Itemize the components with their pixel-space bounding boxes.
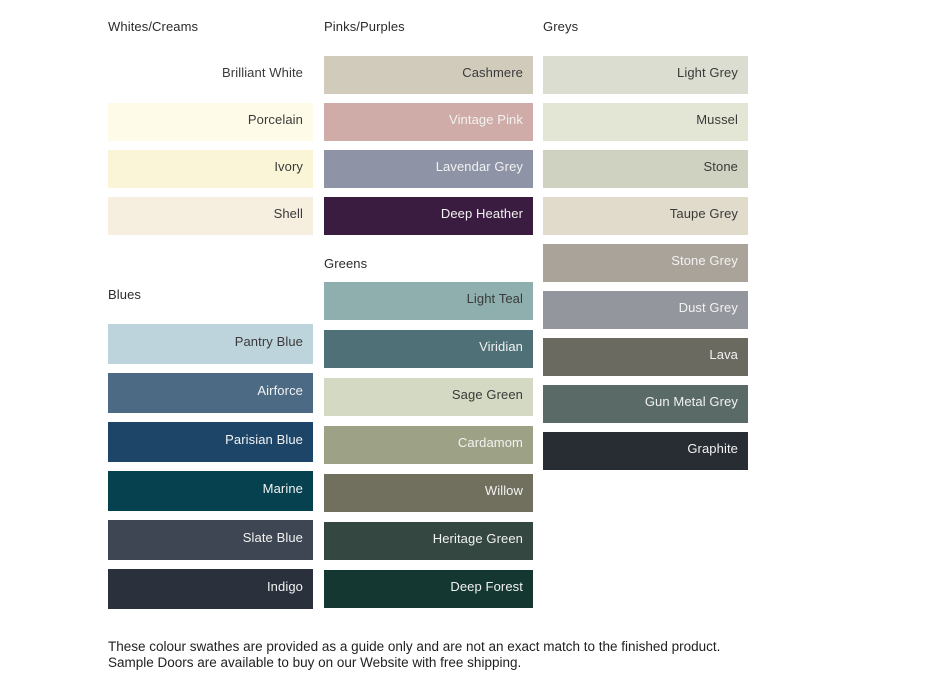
swatch-row — [324, 570, 533, 608]
swatch-label: Porcelain — [247, 111, 303, 127]
swatch-row — [108, 150, 313, 188]
swatch-label: Dust Grey — [678, 299, 738, 315]
swatch-label: Willow — [484, 482, 523, 498]
swatch-label: Slate Blue — [242, 529, 303, 545]
swatch-label: Stone Grey — [671, 252, 738, 268]
swatch-row — [324, 103, 533, 141]
section-header: Greys — [543, 19, 579, 34]
swatch-row — [543, 244, 748, 282]
swatch-label: Deep Forest — [450, 578, 523, 594]
swatch-label: Parisian Blue — [225, 431, 303, 447]
swatch-row — [324, 197, 533, 235]
swatch-label: Pantry Blue — [234, 333, 303, 349]
swatch-row — [324, 330, 533, 368]
swatch-label: Taupe Grey — [669, 205, 738, 221]
swatch-row — [108, 520, 313, 560]
swatch-row — [324, 282, 533, 320]
swatch-row — [543, 103, 748, 141]
swatch-label: Cardamom — [457, 434, 523, 450]
swatch-row — [543, 291, 748, 329]
swatch-label: Deep Heather — [440, 205, 523, 221]
swatch-label: Light Grey — [677, 64, 738, 80]
swatch-label: Indigo — [266, 578, 303, 594]
swatch-label: Cashmere — [462, 64, 523, 80]
section-header: Whites/Creams — [108, 19, 199, 34]
swatch-row — [324, 474, 533, 512]
swatch-label: Marine — [262, 480, 303, 496]
swatch-row — [324, 150, 533, 188]
section-header: Greens — [324, 256, 368, 271]
swatch-row — [543, 385, 748, 423]
swatch-row — [108, 103, 313, 141]
swatch-label: Lava — [709, 346, 738, 362]
swatch-row — [543, 150, 748, 188]
swatch-label: Heritage Green — [432, 530, 523, 546]
swatch-row — [324, 426, 533, 464]
swatch-row — [108, 471, 313, 511]
swatch-row — [324, 56, 533, 94]
disclaimer-text: These colour swathes are provided as a guide only and are not an exact match to the finished product. Sample Doors are available to buy on our Website with free shipping. — [108, 639, 728, 670]
swatch-row — [543, 432, 748, 470]
palette-column — [324, 19, 533, 618]
swatch-label: Mussel — [696, 111, 738, 127]
swatch-label: Viridian — [479, 338, 523, 354]
swatch-label: Airforce — [257, 382, 303, 398]
swatch-row — [543, 56, 748, 94]
palette-section — [324, 256, 533, 608]
swatch-row — [108, 422, 313, 462]
palette-column — [543, 19, 748, 479]
swatch-label: Sage Green — [451, 386, 523, 402]
swatch-label: Light Teal — [466, 290, 523, 306]
swatch-row — [108, 373, 313, 413]
swatch-row — [324, 522, 533, 560]
palette-section — [108, 19, 313, 235]
palette-section — [324, 19, 533, 235]
palette-column — [108, 19, 313, 618]
swatch-label: Gun Metal Grey — [644, 393, 738, 409]
swatch-label: Brilliant White — [222, 64, 303, 80]
swatch-label: Stone — [703, 158, 738, 174]
swatch-row — [108, 569, 313, 609]
swatch-row — [543, 197, 748, 235]
swatch-label: Ivory — [274, 158, 303, 174]
swatch-label: Lavendar Grey — [435, 158, 523, 174]
swatch-label: Vintage Pink — [449, 111, 523, 127]
section-header: Blues — [108, 287, 142, 302]
palette-section — [108, 287, 313, 609]
swatch-label: Shell — [273, 205, 303, 221]
swatch-row — [324, 378, 533, 416]
swatch-row — [108, 56, 313, 94]
palette-section — [543, 19, 748, 470]
swatch-row — [108, 324, 313, 364]
section-header: Pinks/Purples — [324, 19, 405, 34]
swatch-row — [108, 197, 313, 235]
swatch-label: Graphite — [687, 440, 738, 456]
swatch-row — [543, 338, 748, 376]
